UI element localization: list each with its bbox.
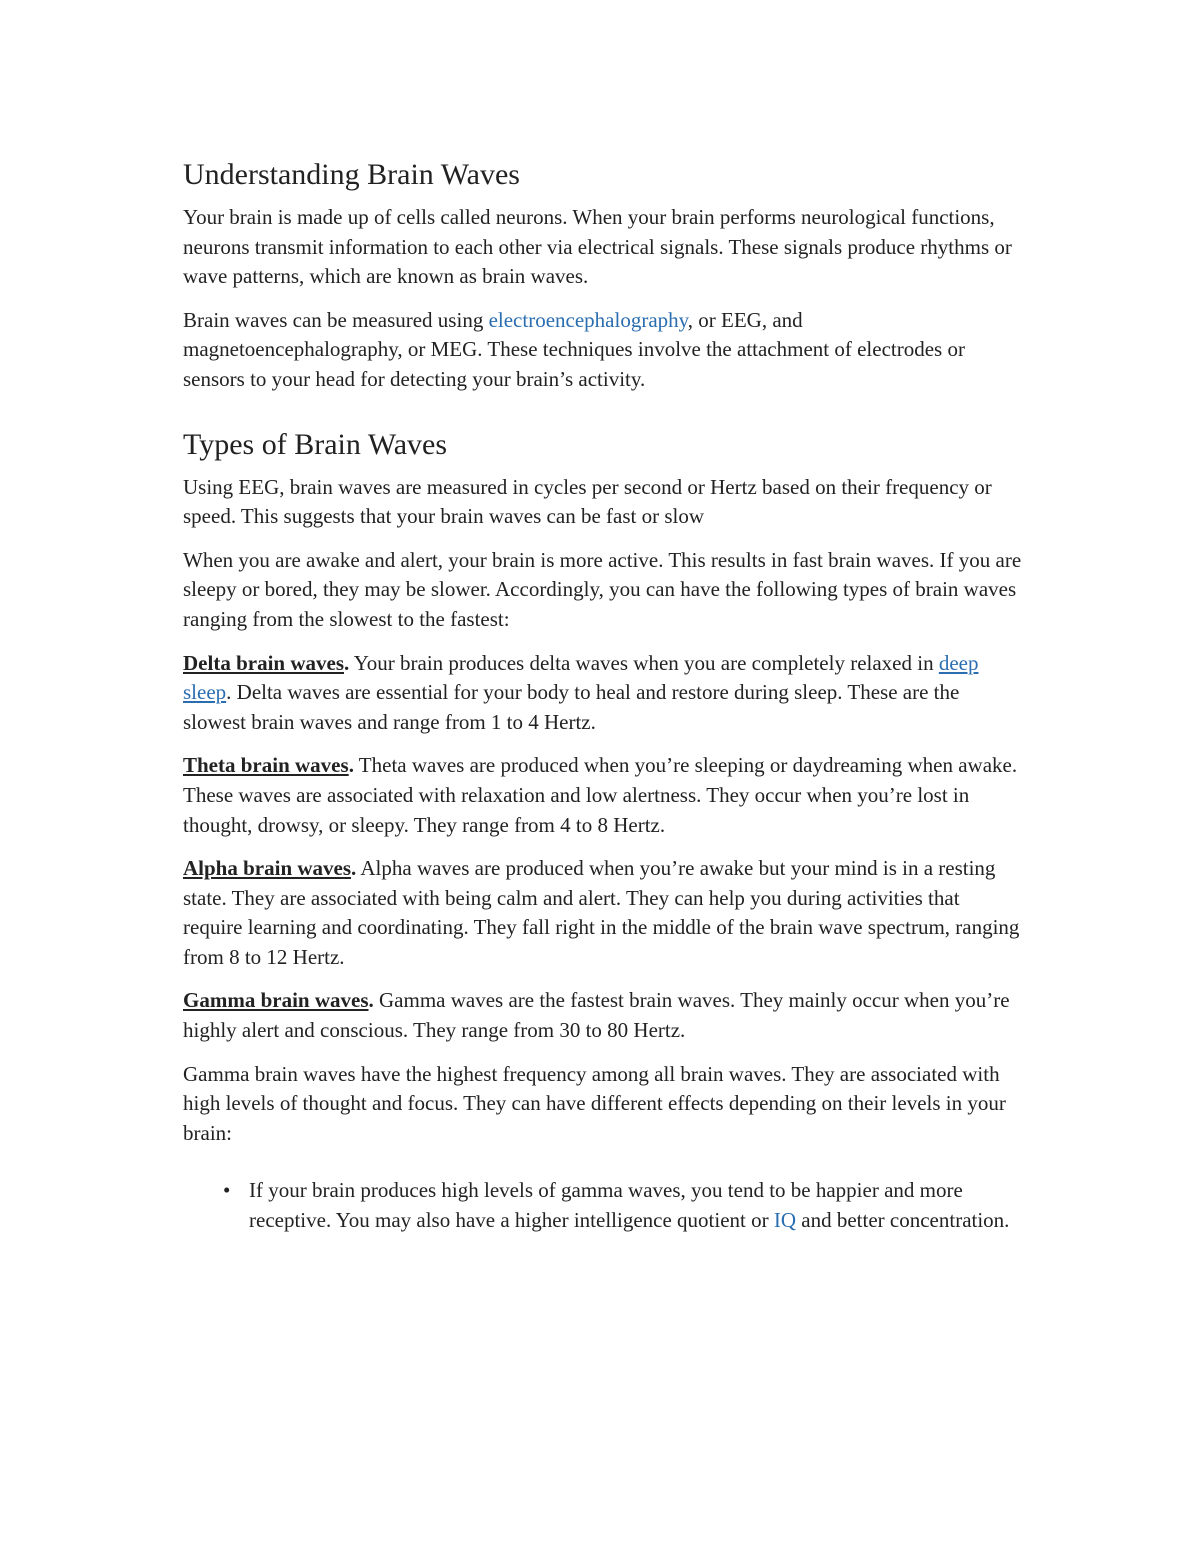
alpha-term-period: .: [351, 856, 357, 881]
intro-text-before-link: Brain waves can be measured using: [183, 307, 489, 332]
intro-text-after-link: , or EEG, and magnetoencephalography, or MEG. These techniques involve the attachment of electrodes or sensors to your head for detecting your brain’s activity.: [183, 307, 965, 391]
gamma-term: Gamma brain waves: [183, 988, 369, 1013]
intro-paragraph-measurement: [183, 306, 1023, 395]
heading-understanding-brain-waves: Understanding Brain Waves: [183, 158, 520, 191]
heading-types-of-brain-waves: Types of Brain Waves: [183, 427, 448, 461]
intro-paragraph-neurons: Your brain is made up of cells called neurons. When your brain performs neurological functions, neurons transmit information to each other via electrical signals. These signals produce rhythms or wave patterns, which are known as brain waves.: [183, 205, 1012, 289]
delta-text-before-link: Your brain produces delta waves when you are completely relaxed in: [349, 650, 939, 675]
gamma-term-period: .: [368, 988, 374, 1013]
alpha-text: Alpha waves are produced when you’re awake but your mind is in a resting state. They are associated with being calm and alert. They can help you during activities that require learning and coordinating. They fall right in the middle of the brain wave spectrum, ranging from 8 to 12 Hertz.: [183, 856, 1020, 969]
delta-term-period: .: [344, 650, 350, 675]
theta-term-period: .: [348, 753, 354, 778]
iq-link[interactable]: IQ: [773, 1208, 797, 1233]
document-page: [183, 155, 1023, 1236]
theta-text: Theta waves are produced when you’re sleeping or daydreaming when awake. These waves are associated with relaxation and low alertness. They occur when you’re lost in thought, drowsy, or sleepy. They range from 4 to 8 Hertz.: [183, 753, 1018, 837]
delta-paragraph: [183, 649, 1023, 738]
delta-text-after-link: . Delta waves are essential for your body to heal and restore during sleep. These are the slowest brain waves and range from 1 to 4 Hertz.: [183, 680, 960, 734]
gamma-more-paragraph: Gamma brain waves have the highest frequency among all brain waves. They are associated with high levels of thought and focus. They can have different effects depending on their levels in your brain:: [183, 1061, 1006, 1145]
alpha-term: Alpha brain waves: [183, 856, 352, 881]
gamma-effects-list: [183, 1176, 1023, 1235]
alpha-paragraph: [183, 854, 1023, 972]
list-item-text-before-link: If your brain produces high levels of gamma waves, you tend to be happier and more receptive. You may also have a higher intelligence quotient or: [249, 1178, 963, 1233]
gamma-paragraph: [183, 986, 1023, 1045]
list-item: [223, 1176, 1023, 1235]
types-paragraph-awake: When you are awake and alert, your brain is more active. This results in fast brain waves. If you are sleepy or bored, they may be slower. Accordingly, you can have the following types of brain waves ranging from the slowest to the fastest:: [183, 547, 1022, 631]
types-paragraph-eeg: Using EEG, brain waves are measured in cycles per second or Hertz based on their frequency or speed. This suggests that your brain waves can be fast or slow: [183, 474, 992, 529]
theta-term: Theta brain waves: [183, 753, 349, 778]
list-item-text-after-link: and better concentration.: [796, 1208, 1010, 1233]
bullet-icon: •: [223, 1178, 231, 1203]
theta-paragraph: [183, 751, 1023, 840]
electroencephalography-link[interactable]: electroencephalography: [488, 307, 688, 332]
delta-term: Delta brain waves: [183, 650, 344, 675]
deep-sleep-link[interactable]: deep sleep: [183, 650, 979, 705]
gamma-text: Gamma waves are the fastest brain waves. They mainly occur when you’re highly alert and conscious. They range from 30 to 80 Hertz.: [183, 988, 1010, 1043]
